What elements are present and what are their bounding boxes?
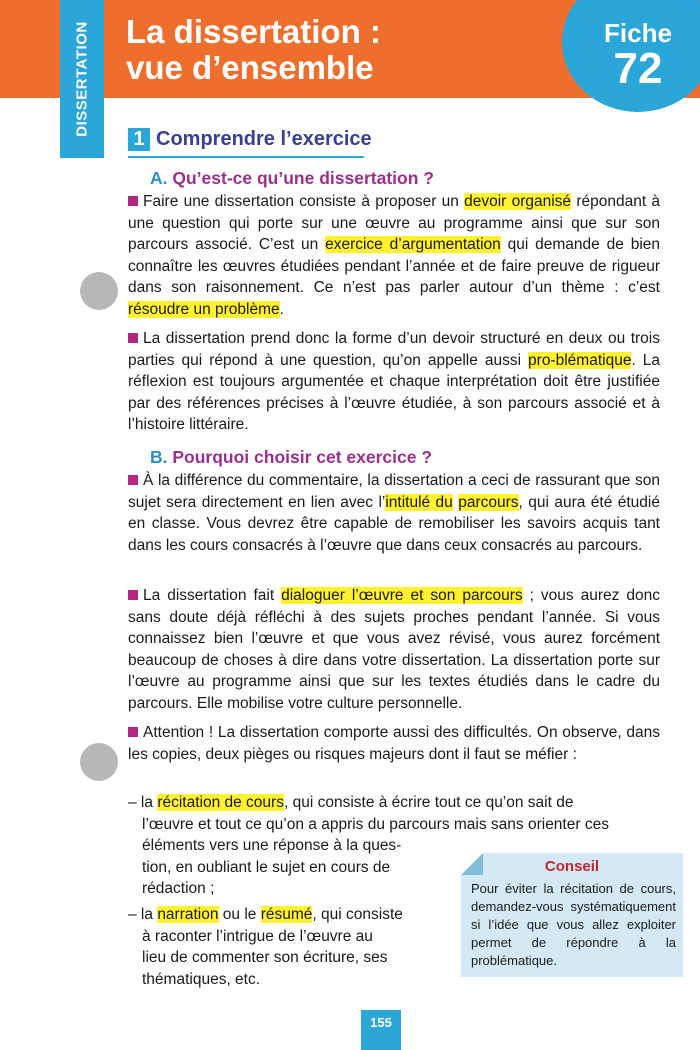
section-title: Comprendre l’exercice <box>156 128 372 150</box>
title-line-1: La dissertation : <box>126 13 381 50</box>
paragraph-b2: La dissertation fait dialoguer l’œuvre et son parcours ; vous aurez donc sans doute déjà réfléchi à des sujets proches pendant l’année. Si vous connaissez bien l’œuvre et que vous avez révisé, vous aurez forcément beaucoup de choses à dire dans votre dissertation. La dissertation porte sur l’œuvre au programme ainsi que sur les textes étudiés dans le cadre du parcours. Elle mobilise votre culture personnelle. <box>128 587 660 712</box>
paragraph-a1: Faire une dissertation consiste à proposer un devoir organisé répondant à une question qui porte sur une œuvre au programme ainsi que sur son parcours associé. C’est un exercice d’argumentation qui demande de bien connaître les œuvres étudiées pendant l’année et de faire preuve de rigueur dans son raisonnement. Ce n’est pas parler autour d’un thème : c’est résoudre un problème. <box>128 193 661 318</box>
bullet-square-icon <box>128 196 138 206</box>
bullet-square-icon <box>128 727 138 737</box>
dash-item-1: – la récitation de cours, qui consiste à écrire tout ce qu’on sait de l’œuvre et tout ce qu’on a appris du parcours mais sans orienter ces éléments vers une réponse à la ques- tion, en oubliant le sujet en cours de rédaction ; <box>128 794 609 897</box>
bullet-square-icon <box>128 475 138 485</box>
section-number: 1 <box>128 128 150 151</box>
fiche-number: 72 <box>613 44 663 93</box>
margin-circle <box>80 743 118 781</box>
paragraph-a2: La dissertation prend donc la forme d’un devoir structuré en deux ou trois parties qui répond à une question, qu’on appelle aussi pro-blématique. La réflexion est toujours argumentée et chaque interprétation doit être justifiée par des références précises à l’œuvre étudiée, à son parcours associé et à l’histoire littéraire. <box>128 330 660 433</box>
page-number: 155 <box>361 1010 401 1050</box>
paragraph-b3: Attention ! La dissertation comporte aussi des difficultés. On observe, dans les copies, deux pièges ou risques majeurs dont il faut se méfier : <box>128 724 660 763</box>
subheading-a: A. Qu’est-ce qu’une dissertation ? <box>150 168 434 188</box>
side-label: DISSERTATION <box>73 21 91 137</box>
dash-item-2: – la narration ou le résumé, qui consiste à raconter l’intrigue de l’œuvre au lieu de commenter son écriture, ses thématiques, etc. <box>128 906 403 988</box>
fiche-label: Fiche <box>604 18 672 48</box>
bullet-square-icon <box>128 590 138 600</box>
conseil-title: Conseil <box>544 858 600 875</box>
bullet-square-icon <box>128 333 138 343</box>
page-title <box>126 14 381 86</box>
margin-circle <box>80 272 118 310</box>
subheading-b: B. Pourquoi choisir cet exercice ? <box>150 447 433 467</box>
paragraph-b1: À la différence du commentaire, la dissertation a ceci de rassurant que son sujet sera directement en lien avec l’intitulé du parcours, qui aura été étudié en classe. Vous devrez être capable de remobiliser les savoirs acquis tant dans les cours consacrés à l’œuvre que dans ceux consacrés au parcours. <box>128 472 660 554</box>
section-heading <box>128 128 372 151</box>
title-line-2: vue d’ensemble <box>126 49 374 86</box>
section-underline <box>128 156 364 158</box>
conseil-text: Pour éviter la récitation de cours, demandez-vous systématiquement si l’idée que vous allez exploiter permet de répondre à la problématique. <box>471 881 676 968</box>
